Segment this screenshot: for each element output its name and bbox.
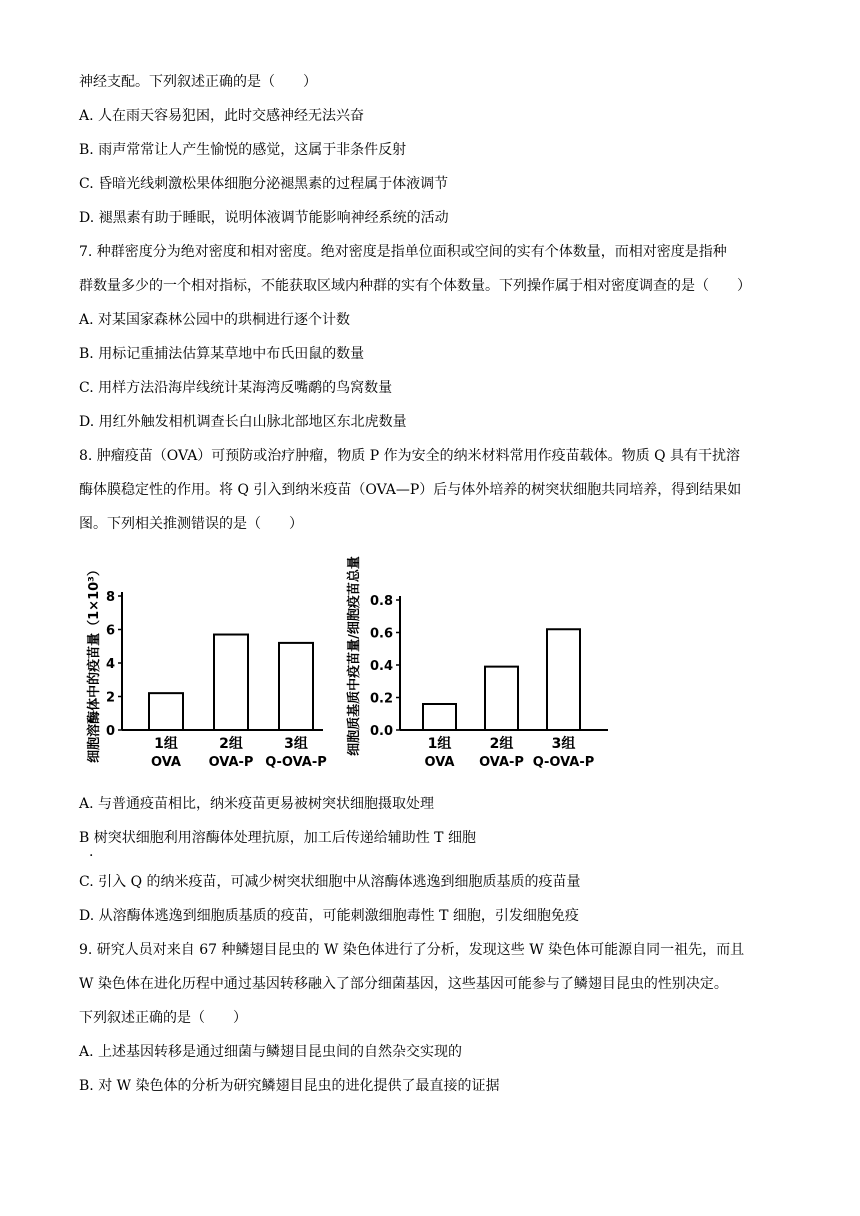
option-c: C. 引入 Q 的纳米疫苗，可减少树突状细胞中从溶酶体逃逸到细胞质基质的疫苗量 [79, 874, 581, 890]
text-line: 神经支配。下列叙述正确的是（ ） [79, 74, 317, 90]
question-8-line-2: 酶体膜稳定性的作用。将 Q 引入到纳米疫苗（OVA—P）后与体外培养的树突状细胞共同培养，得到结果如 [79, 482, 742, 498]
bar [547, 629, 580, 730]
x-tick-group-label: 1组 [427, 736, 452, 752]
question-8-line-1: 8. 肿瘤疫苗（OVA）可预防或治疗肿瘤，物质 P 作为安全的纳米材料常用作疫苗载体。物质 Q 具有干扰溶 [79, 448, 741, 464]
bar [279, 643, 313, 730]
option-b: B. 对 W 染色体的分析为研究鳞翅目昆虫的进化提供了最直接的证据 [79, 1078, 500, 1094]
y-tick-label: 6 [105, 623, 115, 639]
question-9-line-1: 9. 研究人员对来自 67 种鳞翅目昆虫的 W 染色体进行了分析，发现这些 W 染色体可能源自同一祖先，而且 [79, 942, 745, 958]
option-d: D. 从溶酶体逃逸到细胞质基质的疫苗，可能刺激细胞毒性 T 细胞，引发细胞免疫 [79, 908, 579, 924]
x-tick-group-label: 2组 [489, 736, 514, 752]
option-b: B 树突状细胞利用溶酶体处理抗原，加工后传递给辅助性 T 细胞 [79, 830, 476, 846]
y-axis-label: 细胞溶酶体中的疫苗量（1×10³） [87, 563, 102, 763]
x-tick-name-label: Q-OVA-P [265, 755, 327, 770]
y-tick-label: 0.2 [369, 691, 393, 707]
x-tick-name-label: OVA [424, 755, 455, 770]
chart-left-svg [78, 538, 333, 788]
option-c: C. 昏暗光线刺激松果体细胞分泌褪黑素的过程属于体液调节 [79, 176, 449, 192]
option-b: B. 雨声常常让人产生愉悦的感觉，这属于非条件反射 [79, 142, 407, 158]
y-tick-label: 0.4 [369, 659, 393, 674]
x-tick-group-label: 1组 [154, 736, 178, 752]
option-b-dot: · [89, 848, 94, 864]
x-tick-name-label: Q-OVA-P [532, 755, 595, 770]
x-tick-group-label: 3组 [284, 736, 308, 752]
x-tick-name-label: OVA [151, 755, 181, 770]
option-a: A. 对某国家森林公园中的珙桐进行逐个计数 [79, 312, 351, 328]
x-tick-name-label: OVA-P [479, 755, 524, 770]
y-tick-label: 8 [105, 590, 115, 605]
chart-left [78, 538, 333, 792]
bar [149, 693, 183, 730]
option-c: C. 用样方法沿海岸线统计某海湾反嘴鹬的鸟窝数量 [79, 380, 393, 396]
option-a: A. 上述基因转移是通过细菌与鳞翅目昆虫间的自然杂交实现的 [79, 1044, 463, 1060]
option-d: D. 褪黑素有助于睡眠，说明体液调节能影响神经系统的活动 [79, 210, 449, 226]
y-tick-label: 2 [105, 690, 115, 706]
question-9-line-3: 下列叙述正确的是（ ） [79, 1010, 247, 1026]
option-d: D. 用红外触发相机调查长白山脉北部地区东北虎数量 [79, 414, 407, 430]
option-b: B. 用标记重捕法估算某草地中布氏田鼠的数量 [79, 346, 365, 362]
chart-right [338, 538, 618, 792]
x-tick-group-label: 2组 [219, 736, 243, 752]
y-tick-label: 0.0 [369, 724, 393, 739]
question-7-line-1: 7. 种群密度分为绝对密度和相对密度。绝对密度是指单位面积或空间的实有个体数量，而相对密度是指种 [79, 244, 727, 260]
bar [214, 635, 248, 730]
y-tick-label: 4 [105, 657, 115, 672]
option-a: A. 与普通疫苗相比，纳米疫苗更易被树突状细胞摄取处理 [79, 796, 435, 812]
bar [423, 704, 456, 730]
x-tick-group-label: 3组 [551, 736, 576, 752]
y-tick-label: 0.6 [369, 626, 393, 642]
question-7-line-2: 群数量多少的一个相对指标，不能获取区域内种群的实有个体数量。下列操作属于相对密度调查的是（ ） [79, 278, 751, 294]
x-tick-name-label: OVA-P [208, 755, 254, 770]
chart-right-svg [338, 538, 618, 788]
option-a: A. 人在雨天容易犯困，此时交感神经无法兴奋 [79, 108, 365, 124]
y-tick-label: 0 [105, 724, 115, 739]
question-8-line-3: 图。下列相关推测错误的是（ ） [79, 516, 303, 532]
y-tick-label: 0.8 [369, 594, 393, 609]
question-9-line-2: W 染色体在进化历程中通过基因转移融入了部分细菌基因，这些基因可能参与了鳞翅目昆虫的性别决定。 [79, 976, 728, 992]
bar [485, 667, 518, 730]
y-axis-label: 细胞质基质中疫苗量/细胞疫苗总量 [347, 556, 362, 756]
